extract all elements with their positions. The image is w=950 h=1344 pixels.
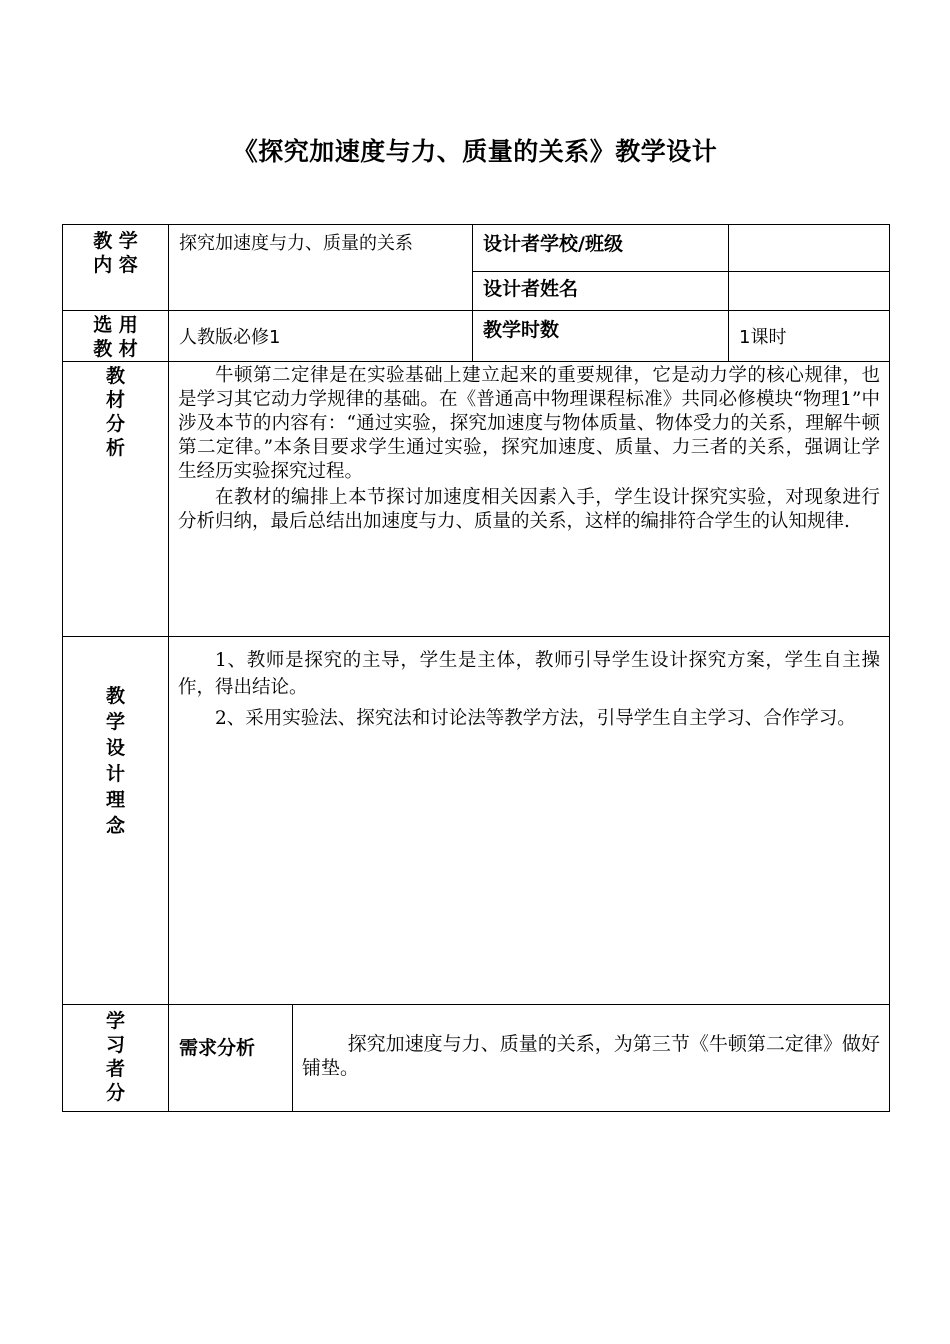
vertical-label xyxy=(105,1009,127,1105)
textbook-analysis-content xyxy=(169,362,890,637)
design-table xyxy=(62,224,890,1112)
label-char: 学 xyxy=(105,711,125,733)
table-row xyxy=(63,362,890,637)
label-line: 教 学 xyxy=(93,230,138,252)
teaching-hours-label: 教学时数 xyxy=(473,311,729,362)
label-char: 者 xyxy=(105,1058,125,1080)
designer-name-label: 设计者姓名 xyxy=(473,272,729,311)
vertical-label xyxy=(105,683,127,839)
table-row xyxy=(63,311,890,362)
designer-school-label: 设计者学校/班级 xyxy=(473,225,729,272)
teaching-content-label xyxy=(63,225,169,311)
designer-school-field[interactable] xyxy=(729,225,890,272)
philosophy-paragraph-2: 2、采用实验法、探究法和讨论法等教学方法，引导学生自主学习、合作学习。 xyxy=(215,708,856,729)
learner-analysis-label xyxy=(63,1005,169,1112)
label-char: 习 xyxy=(105,1034,125,1056)
table-row xyxy=(63,225,890,272)
analysis-paragraph-1: 牛顿第二定律是在实验基础上建立起来的重要规律，它是动力学的核心规律，也是学习其它动力学规律的基础。在《普通高中物理课程标准》共同必修模块“物理1”中涉及本节的内容有：“通过实验，探究加速度与物体质量、物体受力的关系，理解牛顿第二定律。”本条目要求学生通过实验，探究加速度、质量、力三者的关系，强调让学生经历实验探究过程。 xyxy=(178,365,880,482)
label-line: 内 容 xyxy=(93,254,138,276)
textbook-value: 人教版必修1 xyxy=(169,311,473,362)
teaching-hours-value: 1课时 xyxy=(729,311,890,362)
label-char: 分 xyxy=(105,1082,125,1104)
label-char: 分 xyxy=(105,413,125,435)
label-char: 学 xyxy=(105,1010,125,1032)
table-row xyxy=(63,1005,890,1112)
label-char: 理 xyxy=(105,789,125,811)
label-char: 析 xyxy=(105,437,125,459)
textbook-analysis-label xyxy=(63,362,169,637)
designer-name-field[interactable] xyxy=(729,272,890,311)
needs-analysis-label: 需求分析 xyxy=(169,1005,293,1112)
label-char: 教 xyxy=(105,365,125,387)
table-row xyxy=(63,637,890,1005)
philosophy-paragraph-1: 1、教师是探究的主导，学生是主体，教师引导学生设计探究方案，学生自主操作，得出结论。 xyxy=(178,650,880,698)
label-line: 教 材 xyxy=(93,338,138,360)
label-char: 材 xyxy=(105,389,125,411)
teaching-content-value: 探究加速度与力、质量的关系 xyxy=(169,225,473,311)
needs-analysis-text: 探究加速度与力、质量的关系，为第三节《牛顿第二定律》做好铺垫。 xyxy=(302,1033,880,1079)
label-char: 计 xyxy=(105,763,125,785)
design-philosophy-content xyxy=(169,637,890,1005)
textbook-label xyxy=(63,311,169,362)
label-char: 念 xyxy=(105,815,125,837)
label-line: 选 用 xyxy=(93,314,138,336)
page-title: 《探究加速度与力、质量的关系》教学设计 xyxy=(232,137,718,166)
label-char: 教 xyxy=(105,685,125,707)
needs-analysis-content xyxy=(293,1005,890,1112)
vertical-label xyxy=(105,364,127,460)
analysis-paragraph-2: 在教材的编排上本节探讨加速度相关因素入手，学生设计探究实验，对现象进行分析归纳，最后总结出加速度与力、质量的关系，这样的编排符合学生的认知规律. xyxy=(178,487,880,532)
label-char: 设 xyxy=(105,737,125,759)
design-philosophy-label xyxy=(63,637,169,1005)
